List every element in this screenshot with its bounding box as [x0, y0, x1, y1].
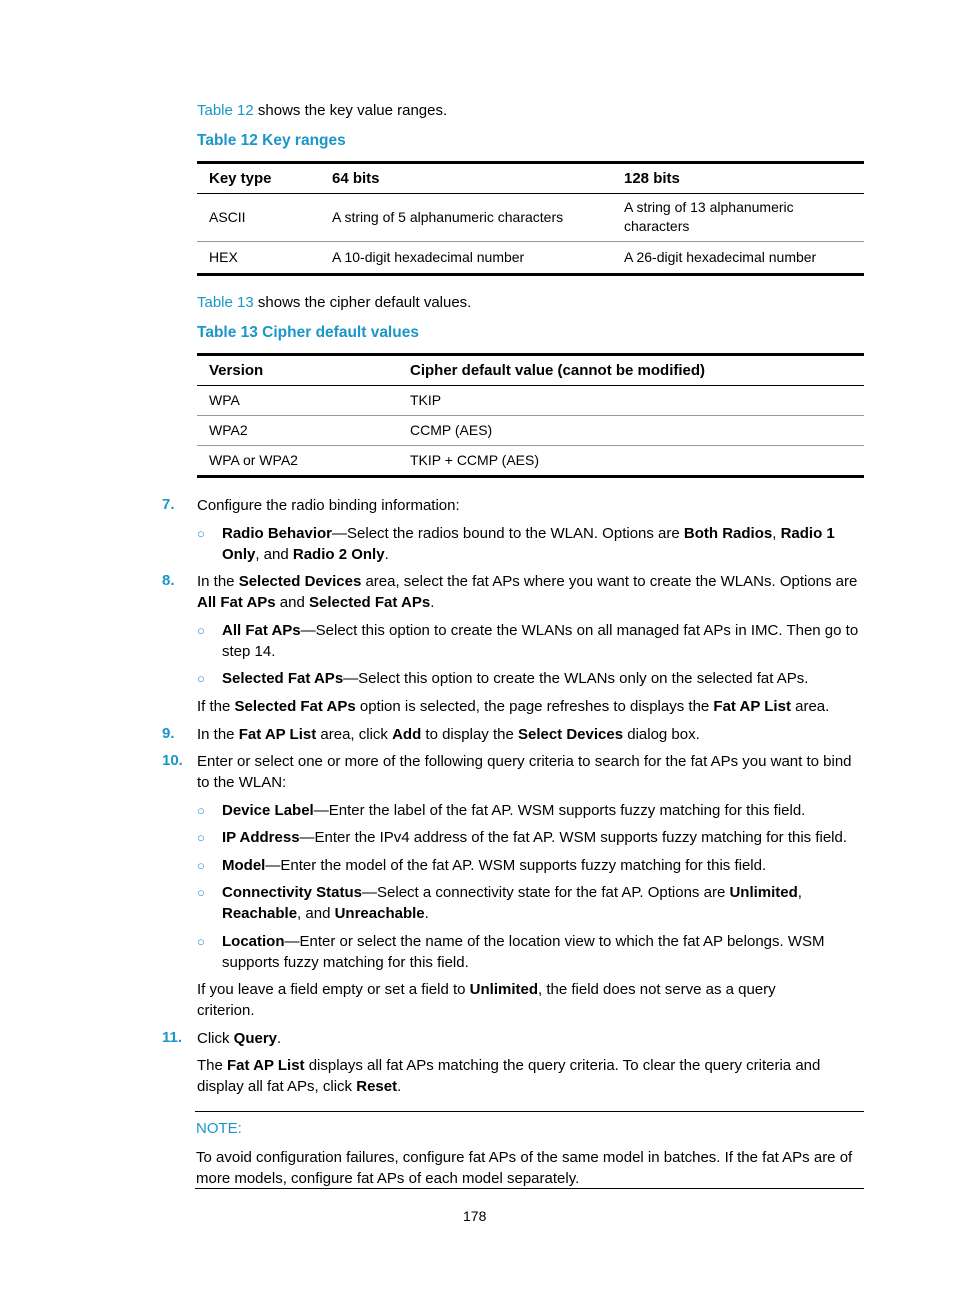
term: Selected Fat APs: [309, 594, 431, 611]
text: —Enter the label of the fat AP. WSM supports fuzzy matching for this field.: [313, 802, 806, 819]
table12-intro: [197, 100, 447, 121]
term: Radio Behavior: [222, 525, 333, 542]
table13-link[interactable]: Table 13: [197, 294, 254, 311]
note-top-rule: [195, 1111, 864, 1112]
table-header-row: [197, 356, 864, 385]
table12-intro-text: shows the key value ranges.: [253, 102, 448, 119]
term: IP Address: [222, 829, 300, 846]
table-cell: TKIP: [410, 392, 442, 408]
page-number: 178: [463, 1208, 487, 1224]
text: and: [275, 594, 310, 611]
text: displays all fat APs matching the query criteria. To clear the query criteria and display all fat APs, click: [197, 1057, 821, 1095]
header-cell: 64 bits: [332, 169, 380, 187]
criterion-device-label: [222, 800, 872, 821]
text: In the: [197, 573, 239, 590]
note-bottom-rule: [195, 1188, 864, 1189]
term: Reachable: [222, 905, 298, 922]
text: dialog box.: [623, 726, 700, 743]
step-11-result: [197, 1055, 857, 1097]
table-bottom-rule: [197, 475, 864, 478]
step-7-text: Configure the radio binding information:: [197, 497, 460, 514]
term: Query: [233, 1030, 278, 1047]
step-number: 9.: [162, 725, 175, 742]
text: , and: [255, 546, 293, 563]
step-9-text: [197, 724, 867, 745]
text: —Select this option to create the WLANs on all managed fat APs in IMC. Then go to step 14.: [222, 622, 859, 660]
text: In the: [197, 726, 239, 743]
table-cell: WPA: [209, 392, 240, 408]
header-cell: Cipher default value (cannot be modified): [410, 361, 706, 379]
term: Select Devices: [517, 726, 624, 743]
text: —Enter the IPv4 address of the fat AP. WSM supports fuzzy matching for this field.: [299, 829, 848, 846]
step-8-all-fat-aps: [222, 620, 867, 662]
table-cell: WPA2: [209, 422, 248, 438]
header-cell: Key type: [209, 169, 272, 187]
step-8-note: [197, 696, 867, 717]
table-cell: WPA or WPA2: [209, 452, 298, 469]
cipher-defaults-table: [197, 353, 864, 478]
term: Unlimited: [729, 884, 798, 901]
term: Selected Fat APs: [234, 698, 356, 715]
table12-caption: Table 12 Key ranges: [197, 132, 346, 149]
header-cell: Version: [209, 361, 264, 379]
step-10-text: Enter or select one or more of the following query criteria to search for the fat APs you want to bind to the WLAN:: [197, 753, 852, 791]
text: Click: [197, 1030, 234, 1047]
term: All Fat APs: [222, 622, 301, 639]
step-number: 7.: [162, 496, 175, 513]
term: All Fat APs: [197, 594, 276, 611]
text: —Enter or select the name of the location view to which the fat AP belongs. WSM supports fuzzy matching for this field.: [222, 933, 825, 971]
text: —Select the radios bound to the WLAN. Options are: [332, 525, 684, 542]
table13-caption: Table 13 Cipher default values: [197, 324, 419, 341]
text: ,: [797, 884, 802, 901]
step-7-radio-behavior: [222, 523, 862, 565]
text: If the: [197, 698, 235, 715]
bullet-icon: ○: [197, 858, 205, 873]
text: —Enter the model of the fat AP. WSM supports fuzzy matching for this field.: [265, 857, 767, 874]
step-number: 10.: [162, 752, 183, 769]
criterion-ip-address: [222, 827, 882, 848]
table-row: [197, 415, 864, 445]
text: option is selected, the page refreshes to displays the: [355, 698, 714, 715]
text: area, click: [316, 726, 393, 743]
bullet-icon: ○: [197, 803, 205, 818]
bullet-icon: ○: [197, 830, 205, 845]
table-cell: TKIP + CCMP (AES): [410, 452, 540, 469]
term: Unlimited: [469, 981, 538, 998]
step-8-text: [197, 571, 862, 613]
criterion-model: [222, 855, 872, 876]
table12-link[interactable]: Table 12: [197, 102, 254, 119]
term: Reset: [356, 1078, 398, 1095]
text: .: [424, 905, 429, 922]
table-row: [197, 241, 864, 273]
text: ,: [772, 525, 781, 542]
step-number: 8.: [162, 572, 175, 589]
table-cell: A 10-digit hexadecimal number: [332, 249, 525, 266]
term: Radio 1 Only: [222, 525, 835, 563]
table-cell: CCMP (AES): [410, 422, 493, 438]
table-cell: A string of 13 alphanumeric characters: [624, 199, 794, 234]
step-10-note: [197, 979, 827, 1021]
table-header-row: [197, 164, 864, 193]
step-11-text: [197, 1028, 867, 1049]
table13-intro: [197, 292, 471, 313]
bullet-icon: ○: [197, 934, 205, 949]
table-cell: A string of 5 alphanumeric characters: [332, 209, 564, 225]
text: , the field does not serve as a query criterion.: [197, 981, 776, 1019]
step-number: 11.: [162, 1029, 183, 1046]
text: If you leave a field empty or set a field to: [197, 981, 470, 998]
term: Radio 2 Only: [292, 546, 385, 563]
term: Both Radios: [683, 525, 773, 542]
header-cell: 128 bits: [624, 169, 680, 187]
table-row: [197, 193, 864, 241]
criterion-connectivity-status: [222, 882, 822, 924]
text: The: [197, 1057, 228, 1074]
term: Connectivity Status: [222, 884, 363, 901]
note-label: NOTE:: [196, 1120, 242, 1137]
text: .: [397, 1078, 402, 1095]
term: Fat AP List: [713, 698, 791, 715]
table-row: [197, 445, 864, 475]
table-cell: ASCII: [209, 209, 246, 225]
text: —Select a connectivity state for the fat AP. Options are: [362, 884, 730, 901]
key-ranges-table: [197, 161, 864, 276]
table13-intro-text: shows the cipher default values.: [253, 294, 472, 311]
criterion-location: [222, 931, 862, 973]
term: Model: [222, 857, 266, 874]
term: Device Label: [222, 802, 314, 819]
term: Fat AP List: [227, 1057, 305, 1074]
text: area.: [790, 698, 830, 715]
table-cell: HEX: [209, 249, 238, 266]
bullet-icon: ○: [197, 885, 205, 900]
text: —Select this option to create the WLANs only on the selected fat APs.: [343, 670, 809, 687]
term: Selected Fat APs: [222, 670, 344, 687]
text: .: [384, 546, 389, 563]
text: area, select the fat APs where you want to create the WLANs. Options are: [361, 573, 858, 590]
note-text: To avoid configuration failures, configure fat APs of the same model in batches. If the fat APs are of more models, configure fat APs of each model separately.: [196, 1149, 853, 1187]
table-bottom-rule: [197, 273, 864, 276]
text: .: [430, 594, 435, 611]
text: .: [277, 1030, 282, 1047]
term: Unreachable: [334, 905, 425, 922]
bullet-icon: ○: [197, 623, 205, 638]
text: , and: [297, 905, 335, 922]
table-row: [197, 385, 864, 415]
table-cell: A 26-digit hexadecimal number: [624, 249, 817, 266]
bullet-icon: ○: [197, 526, 205, 541]
text: to display the: [421, 726, 518, 743]
term: Add: [392, 726, 422, 743]
term: Selected Devices: [238, 573, 362, 590]
term: Location: [222, 933, 285, 950]
bullet-icon: ○: [197, 671, 205, 686]
step-8-selected-fat-aps: [222, 668, 867, 689]
term: Fat AP List: [238, 726, 317, 743]
